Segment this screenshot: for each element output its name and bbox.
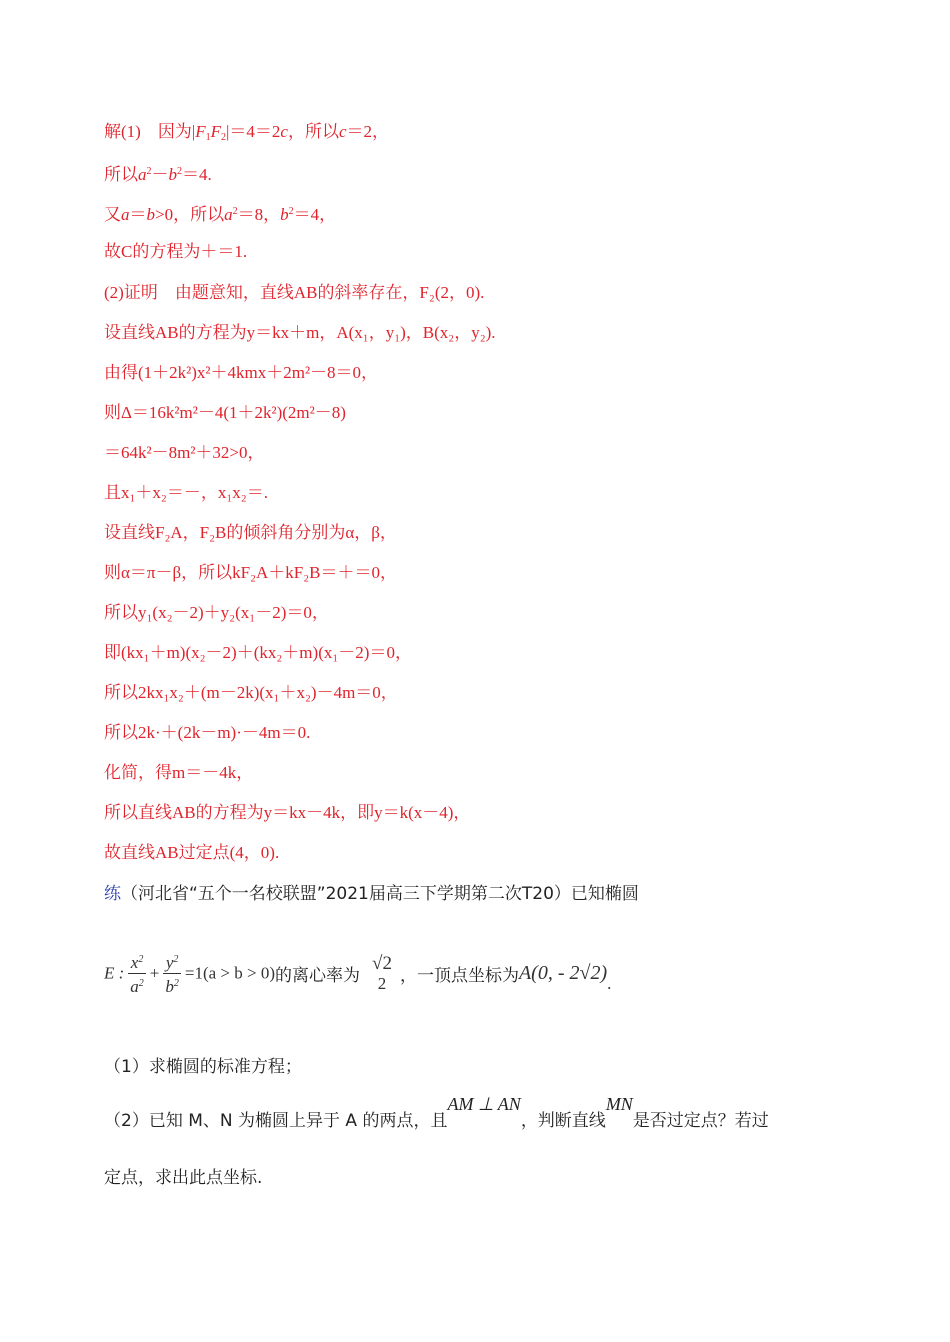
solution-line-16: 所以2k·＋(2k－m)·－4m＝0. (104, 723, 311, 742)
solution-line-15: 所以2kx₁x₂＋(m－2k)(x₁＋x₂)－4m＝0， (104, 683, 398, 702)
solution-line-13: 所以y₁(x₂－2)＋y₂(x₁－2)＝0， (104, 603, 329, 622)
solution-line-12: 则α＝π－β，所以kF₂A＋kF₂B＝＋＝0， (104, 563, 398, 582)
solution-line-10: 且x₁＋x₂＝－，x₁x₂＝. (104, 483, 268, 502)
exercise-heading (104, 883, 639, 905)
exercise-source: （河北省“五个一名校联盟”2021届高三下学期第二次T20）已知椭圆 (121, 884, 639, 904)
question-2-continued: 定点，求出此点坐标. (104, 1168, 263, 1188)
solution-line-3: 又a＝b>0，所以$a^2=8$，$b^2=4$， (104, 205, 337, 224)
perpendicular-condition: AM ⊥ AN (447, 1094, 521, 1114)
exercise-tag: 练 (104, 884, 121, 904)
solution-line-7: 由得(1＋2k²)x²＋4kmx＋2m²－8＝0， (104, 363, 379, 382)
solution-line-11: 设直线F₂A，F₂B的倾斜角分别为α，β， (104, 523, 397, 542)
question-1: （1）求椭圆的标准方程； (104, 1057, 302, 1077)
fraction-eccentricity: √2 2 (372, 952, 392, 993)
solution-line-14: 即(kx₁＋m)(x₂－2)＋(kx₂＋m)(x₁－2)＝0， (104, 643, 412, 662)
solution-line-5: (2)证明 由题意知，直线AB的斜率存在，F₂(2，0). (104, 283, 485, 302)
solution-line-2: 所以$a^2-b^2=4$. (104, 165, 212, 184)
solution-line-1: 解(1) 因为$|F_1F_2|=4=2c$，所以c＝2， (104, 122, 390, 143)
fraction-x-over-a: $\frac{x^2}{a^2}$ (128, 950, 146, 997)
solution-line-19: 故直线AB过定点(4，0). (104, 843, 280, 862)
solution-line-6: 设直线AB的方程为y＝kx＋m，A(x₁，y₁)，B(x₂，y₂). (104, 323, 496, 342)
ellipse-formula: E : $\frac{x^2}{a^2}$ + $\frac{y^2}{b^2}$ =1(a > b > 0)的离心率为 √2 2 ，一顶点坐标为A(0, - 2√2). (104, 950, 611, 1006)
solution-line-4: 故C的方程为＋＝1. (104, 242, 248, 261)
line-mn: MN (605, 1094, 633, 1114)
solution-line-18: 所以直线AB的方程为y＝kx－4k，即y＝k(x－4)， (104, 803, 471, 822)
vertex-point: A(0, - 2√2) (518, 962, 608, 984)
solution-line-17: 化简，得m＝－4k， (104, 763, 254, 782)
fraction-y-over-b: $\frac{y^2}{b^2}$ (163, 950, 181, 997)
solution-line-8: 则Δ＝16k²m²－4(1＋2k²)(2m²－8) (104, 403, 346, 422)
solution-line-9: ＝64k²－8m²＋32>0， (104, 443, 265, 462)
question-2-line: （2）已知 M、N 为椭圆上异于 A 的两点，且AM ⊥ AN，判断直线MN是否过定点？若过 (104, 1094, 769, 1131)
